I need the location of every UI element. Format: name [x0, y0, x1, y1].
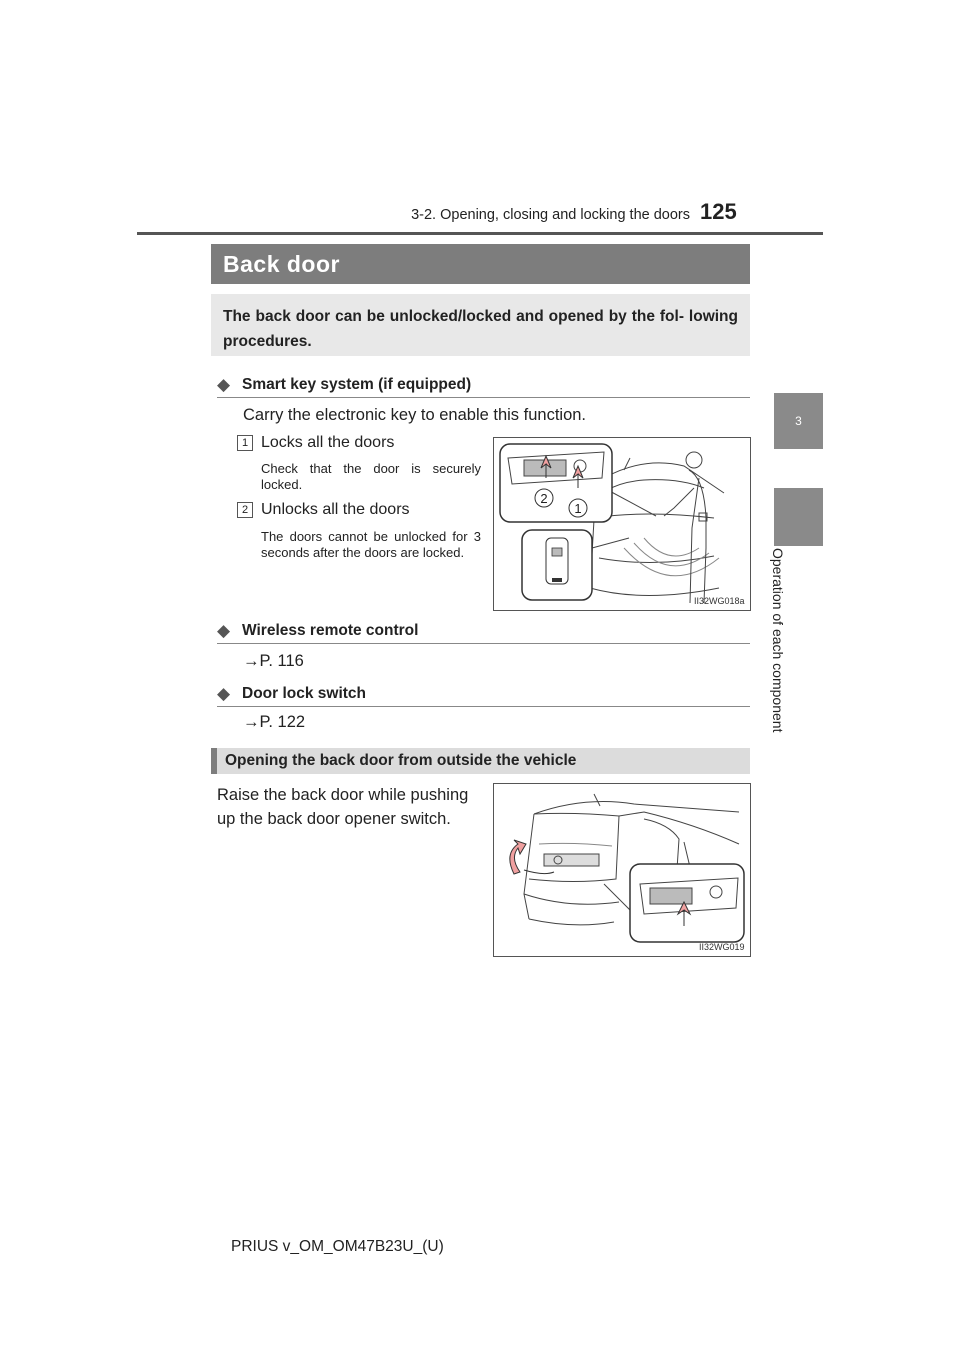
item-number-2: 2: [237, 502, 253, 518]
figure-code-1: II32WG018a: [694, 596, 745, 606]
chapter-label-text: Operation of each component: [770, 548, 786, 733]
wireless-ref: →P. 116: [243, 652, 304, 670]
smart-key-lead: Carry the electronic key to enable this function.: [243, 406, 587, 424]
item-title-2: Unlocks all the doors: [261, 501, 410, 518]
intro-box: [211, 294, 750, 356]
smart-key-heading-text: Smart key system (if equipped): [242, 376, 472, 393]
heading-accent-bar: [211, 748, 217, 774]
section-title: 3-2. Opening, closing and locking the doors: [411, 207, 690, 223]
diamond-bullet-icon: ◆: [217, 621, 231, 640]
opening-heading-text: Opening the back door from outside the vehicle: [225, 752, 577, 769]
opening-text: Raise the back door while pushing up the back door opener switch.: [217, 786, 469, 828]
page-number: 125: [700, 199, 737, 224]
back-door-figure: [493, 783, 751, 957]
wireless-heading: [217, 619, 750, 644]
figure-code-2: II32WG019: [699, 942, 745, 952]
door-lock-ref: →P. 122: [243, 713, 306, 731]
chapter-label: [770, 548, 800, 748]
wireless-heading-text: Wireless remote control: [242, 622, 419, 639]
footer-doc-code: PRIUS v_OM_OM47B23U_(U): [231, 1238, 444, 1255]
smart-key-illustration: [494, 438, 750, 610]
page-title: Back door: [223, 251, 340, 277]
item-number-1: 1: [237, 435, 253, 451]
door-lock-heading-text: Door lock switch: [242, 685, 367, 702]
diamond-bullet-icon: ◆: [217, 684, 231, 703]
item-desc-1: Check that the door is securely locked.: [261, 461, 481, 492]
opening-heading: [211, 748, 750, 774]
item-title-1: Locks all the doors: [261, 434, 395, 451]
header-rule: [137, 232, 823, 235]
intro-text: The back door can be unlocked/locked and opened by the fol- lowing procedures.: [223, 308, 738, 350]
door-lock-heading: [217, 682, 750, 707]
callout-1: 1: [574, 501, 582, 516]
callout-2: 2: [540, 491, 548, 506]
smart-key-figure: [493, 437, 751, 611]
chapter-tab-number: 3: [774, 393, 823, 449]
back-door-illustration: [494, 784, 750, 956]
page-title-bar: [211, 244, 750, 284]
item-desc-2: The doors cannot be unlocked for 3 seconds after the doors are locked.: [261, 529, 481, 560]
diamond-bullet-icon: ◆: [217, 375, 231, 394]
chapter-tab-marker: [774, 488, 823, 546]
smart-key-heading: [217, 373, 750, 398]
